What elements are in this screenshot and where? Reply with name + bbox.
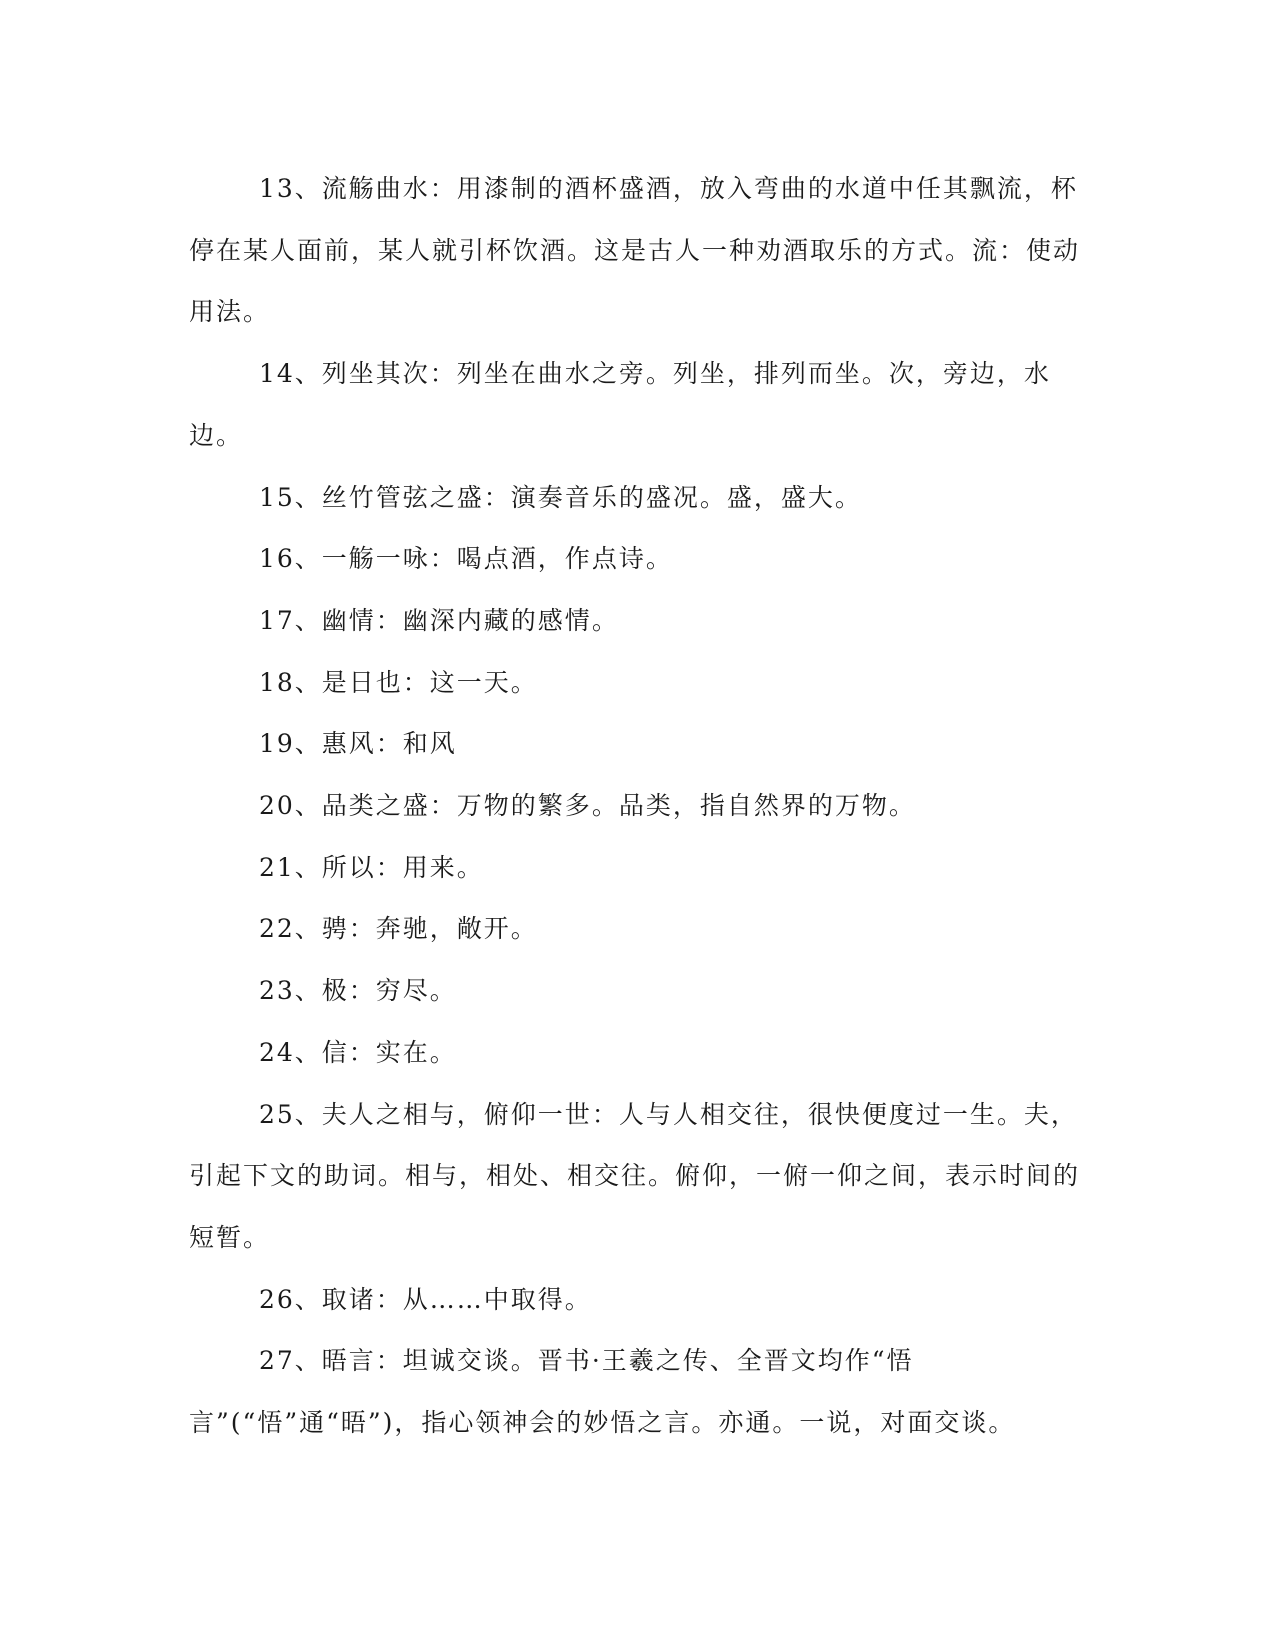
annotation-15: 15、丝竹管弦之盛：演奏音乐的盛况。盛，盛大。	[259, 482, 862, 512]
annotation-24: 24、信：实在。	[259, 1037, 457, 1067]
annotation-20: 20、品类之盛：万物的繁多。品类，指自然界的万物。	[259, 791, 916, 821]
annotation-19: 19、惠风：和风	[259, 729, 457, 759]
annotation-26: 26、取诸：从……中取得。	[259, 1284, 592, 1314]
annotation-27: 27、晤言：坦诚交谈。晋书·王羲之传、全晋文均作“悟言”(“悟”通“晤”)，指心领神会的妙悟之言。亦通。一说，对面交谈。	[189, 1346, 1016, 1438]
annotation-16: 16、一觞一咏：喝点酒，作点诗。	[259, 544, 673, 574]
annotation-22: 22、骋：奔驰，敞开。	[259, 914, 538, 944]
annotation-21: 21、所以：用来。	[259, 852, 484, 882]
annotation-25: 25、夫人之相与，俯仰一世：人与人相交往，很快便度过一生。夫，引起下文的助词。相与，相处、相交往。俯仰，一俯一仰之间，表示时间的短暂。	[189, 1099, 1081, 1252]
annotation-14: 14、列坐其次：列坐在曲水之旁。列坐，排列而坐。次，旁边，水边。	[189, 359, 1051, 450]
annotation-17: 17、幽情：幽深内藏的感情。	[259, 605, 619, 635]
annotation-list	[189, 158, 1089, 1454]
annotation-13: 13、流觞曲水：用漆制的酒杯盛酒，放入弯曲的水道中任其飘流，杯停在某人面前，某人就引杯饮酒。这是古人一种劝酒取乐的方式。流：使动用法。	[189, 174, 1081, 327]
annotation-18: 18、是日也：这一天。	[259, 667, 538, 697]
annotation-23: 23、极：穷尽。	[259, 976, 457, 1006]
